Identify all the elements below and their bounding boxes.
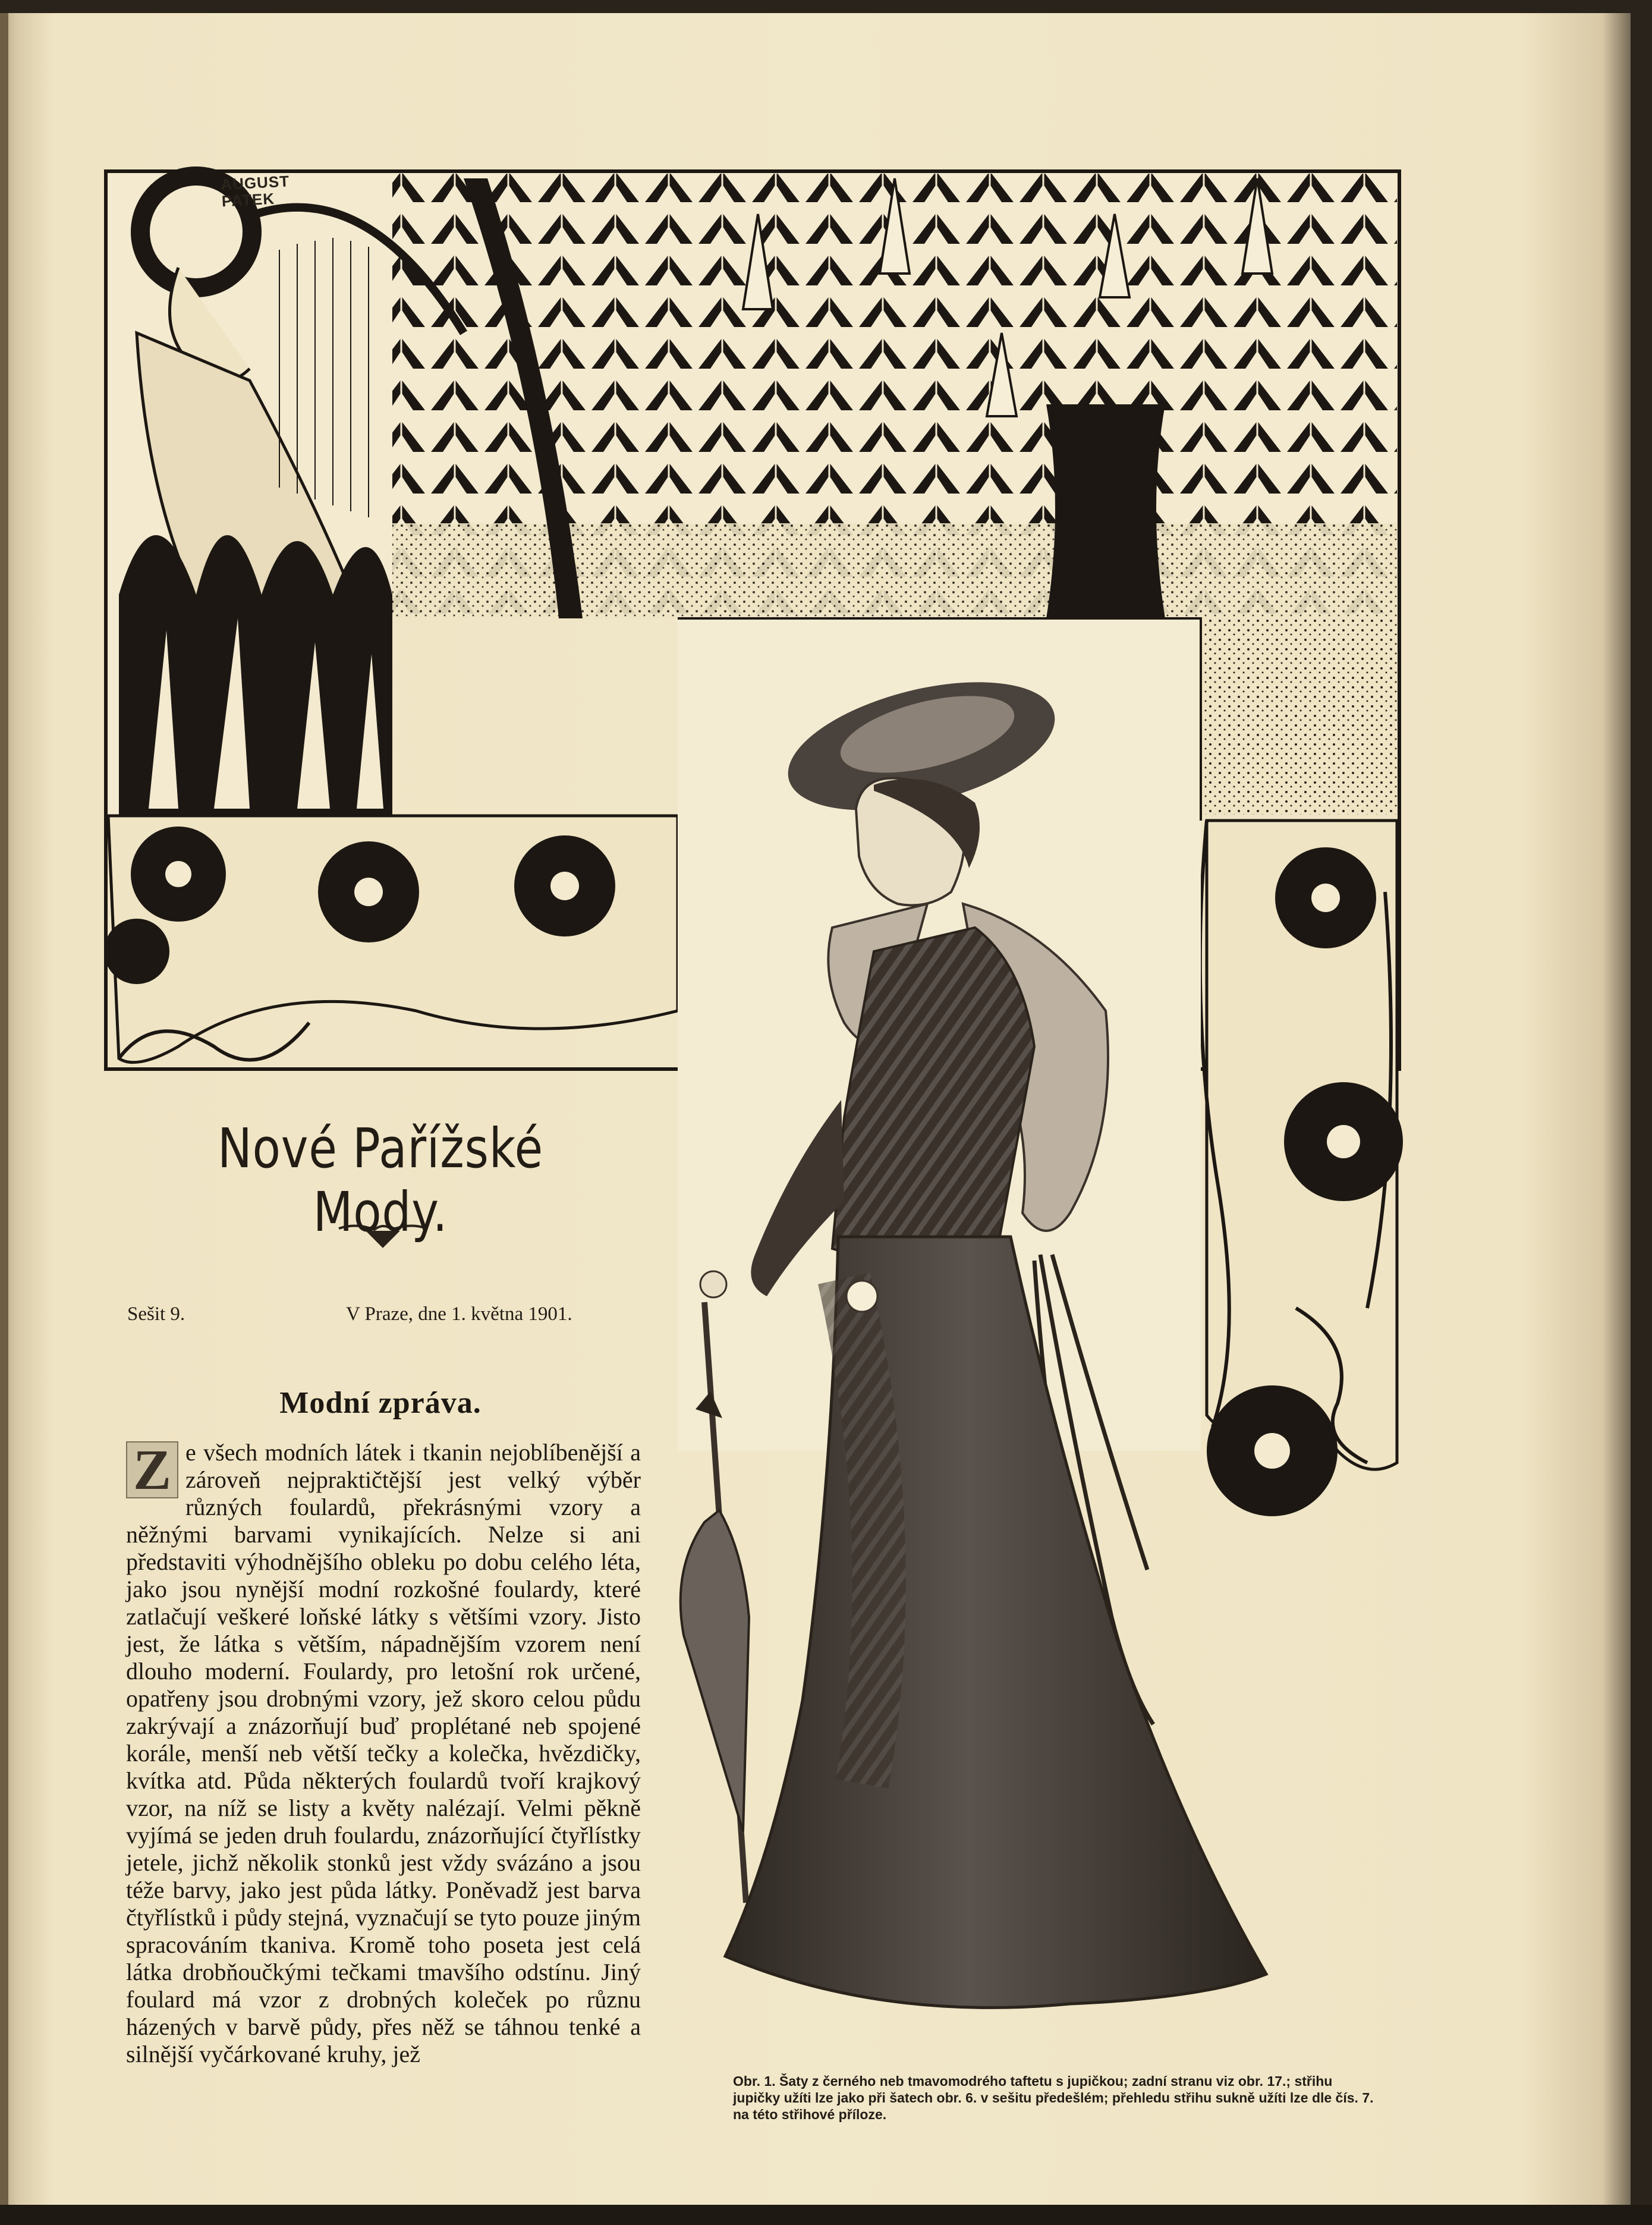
issue-number: Sešit 9.	[127, 1303, 185, 1325]
drop-cap-initial: Z	[126, 1441, 178, 1498]
page-title: Nové Pařížské Mody.	[218, 1117, 543, 1244]
article-heading: Modní zpráva.	[279, 1386, 482, 1420]
artist-signature: AUGUST PATEK	[220, 172, 290, 210]
article-text: e všech modních látek i tkanin nejoblíbenější a zároveň nejpraktičtější jest velký výběr různých foulardů, překrásnými vzory a něžnými barvami vynikajících. Nelze si ani představiti výhodnějšího obleku po dobu celého léta, jako jsou nynější modní rozkošné foulardy, které zatlačují veškeré loňské látky s většími vzory. Jisto jest, že látka s větším, nápadnějším vzorem není dlouho moderní. Foulardy, pro letošní rok určené, opatřeny jsou drobnými vzory, jež skoro celou půdu zakrývají a znázorňují buď proplétané neb spojené korále, menší neb větší tečky a kolečka, hvězdičky, kvítka atd. Půda některých foulardů tvoří krajkový vzor, na níž se listy a květy nalézají. Velmi pěkně vyjímá se jeden druh foulardu, znázorňující čtyřlístky jetele, jichž několik stonků jest vždy svázáno a jsou téže barvy, jako jest půda látky. Poněvadž jest barva čtyřlístků i půdy stejná, vyznačují se tyto pouze jiným spracováním tkaniva. Kromě toho poseta jest celá látka drobňoučkými tečkami tmavšího odstínu. Jiný foulard má vzor z drobných koleček po různu házených v barvě půdy, přes něž se táhnou tenké a silnější vyčárkované kruhy, jež	[126, 1439, 641, 2067]
figure-caption: Obr. 1. Šaty z černého neb tmavomodrého taftetu s jupičkou; zadní stranu viz obr. 17.; střihu jupičky užíti lze jako při šatech obr. 6. v sešitu předešlém; přehledu střihu sukně užíti lze dle čís. 7. na této střihové příloze.	[733, 2073, 1374, 2122]
article-body	[126, 1439, 641, 2068]
art-nouveau-header-frame	[104, 166, 1403, 1516]
place-and-date: V Praze, dne 1. května 1901.	[346, 1303, 572, 1325]
